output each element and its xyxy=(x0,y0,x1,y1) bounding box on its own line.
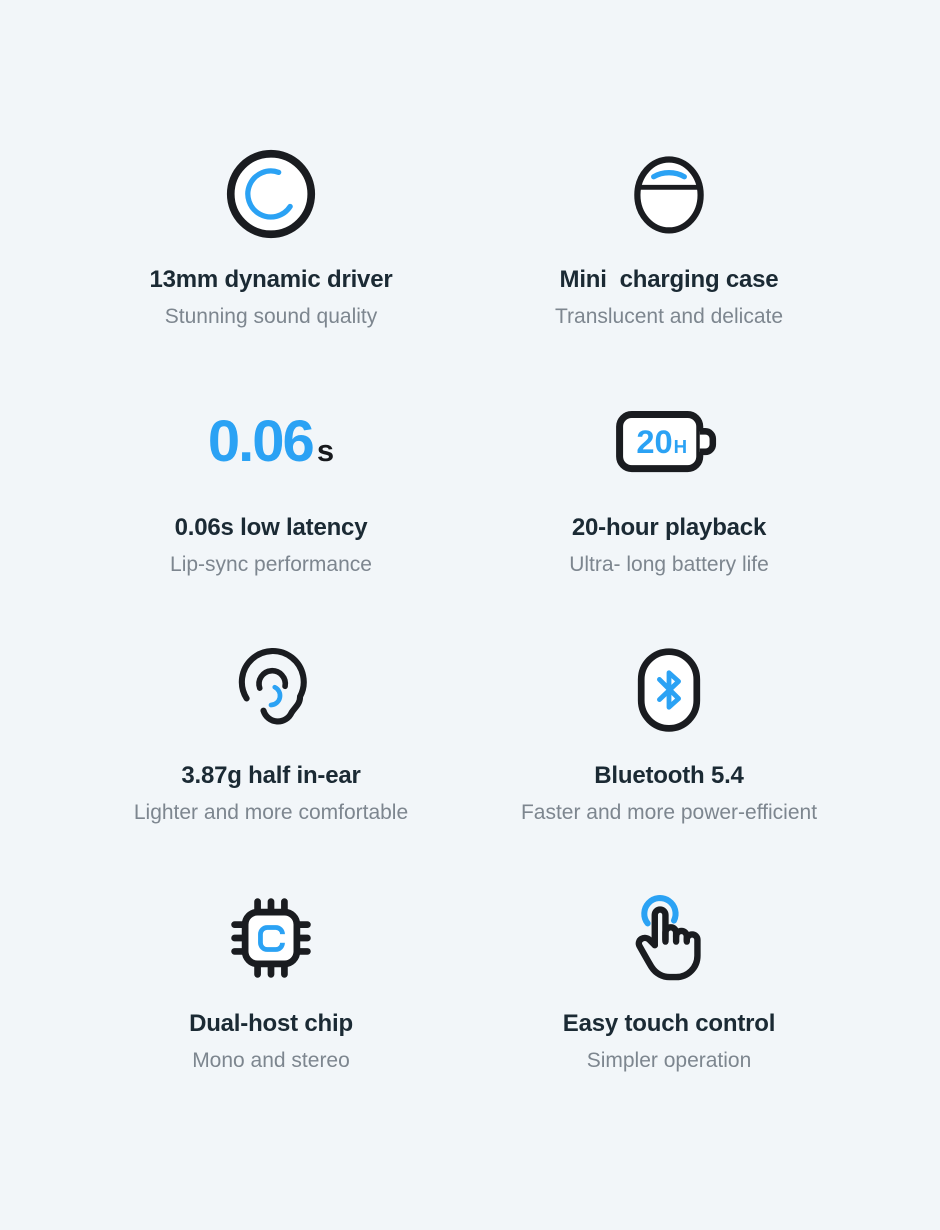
feature-title: Dual-host chip xyxy=(189,1010,353,1037)
latency-value xyxy=(207,409,335,474)
touch-hand-icon xyxy=(621,892,717,984)
feature-card-dynamic-driver xyxy=(72,148,470,396)
feature-title: 20-hour playback xyxy=(571,514,767,541)
feature-subtitle: Stunning sound quality xyxy=(164,304,378,328)
feature-card-half-in-ear xyxy=(72,644,470,892)
feature-card-chip xyxy=(72,892,470,1140)
driver-icon xyxy=(225,148,317,240)
charging-case-icon xyxy=(623,148,715,240)
feature-card-touch-control xyxy=(470,892,868,1140)
battery-hours-unit: H xyxy=(673,435,688,457)
feature-subtitle: Ultra- long battery life xyxy=(569,552,769,576)
feature-subtitle: Lighter and more comfortable xyxy=(133,800,409,824)
feature-title: Easy touch control xyxy=(562,1010,776,1037)
bluetooth-icon xyxy=(623,644,715,736)
latency-number: 0.06 xyxy=(207,409,313,474)
feature-title: Mini charging case xyxy=(559,266,779,293)
feature-title: Bluetooth 5.4 xyxy=(594,762,744,789)
feature-title: 13mm dynamic driver xyxy=(149,266,393,293)
feature-subtitle: Simpler operation xyxy=(586,1048,752,1072)
feature-subtitle: Mono and stereo xyxy=(192,1048,350,1072)
feature-title: 0.06s low latency xyxy=(174,514,368,541)
battery-hours-number: 20 xyxy=(636,422,673,460)
feature-subtitle: Faster and more power-efficient xyxy=(520,800,818,824)
chip-icon xyxy=(225,892,317,984)
feature-card-playback xyxy=(470,396,868,644)
feature-subtitle: Translucent and delicate xyxy=(554,304,784,328)
feature-grid xyxy=(72,148,868,1140)
feature-subtitle: Lip-sync performance xyxy=(170,552,372,576)
feature-title: 3.87g half in-ear xyxy=(181,762,361,789)
feature-card-charging-case xyxy=(470,148,868,396)
latency-value-text xyxy=(208,396,334,488)
feature-card-bluetooth xyxy=(470,644,868,892)
battery-icon xyxy=(614,396,724,488)
ear-icon xyxy=(226,644,316,736)
feature-card-low-latency xyxy=(72,396,470,644)
latency-unit: s xyxy=(316,433,335,468)
